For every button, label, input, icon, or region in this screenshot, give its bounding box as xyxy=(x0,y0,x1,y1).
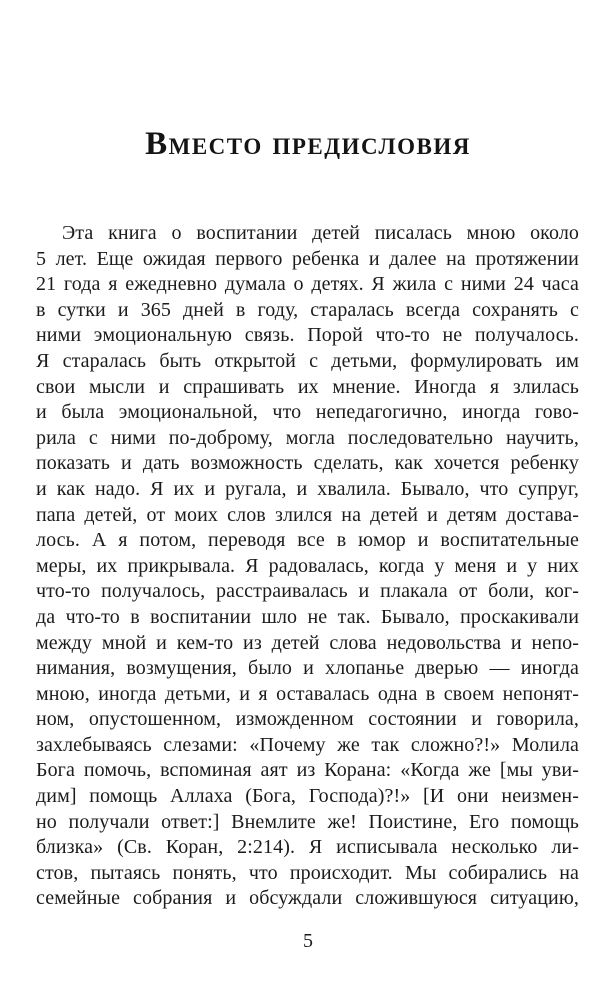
text-line: ними эмоциональную связь. Порой что-то не получалось. xyxy=(36,324,579,347)
text-line: рила с ними по-доброму, могла последовательно научить, xyxy=(36,426,579,449)
text-line: близка» (Св. Коран, 2:214). Я исписывала несколько ли- xyxy=(36,836,579,859)
text-line: ном, опустошенном, изможденном состоянии и говорила, xyxy=(36,708,579,731)
text-line: нимания, возмущения, было и хлопанье дверью — иногда xyxy=(36,657,579,680)
text-line: Эта книга о воспитании детей писалась мною около xyxy=(62,222,579,244)
text-line: Я старалась быть открытой с детьми, формулировать им xyxy=(36,349,579,372)
text-line: семейные собрания и обсуждали сложившуюся ситуацию, xyxy=(36,887,579,910)
page-number: 5 xyxy=(303,930,313,952)
text-line: показать и дать возможность сделать, как хочется ребенку xyxy=(36,452,579,475)
text-line: свои мысли и спрашивать их мнение. Иногда я злилась xyxy=(36,375,579,398)
text-line: лось. А я потом, переводя все в юмор и воспитательные xyxy=(36,529,579,552)
text-line: мною, иногда детьми, и я оставалась одна в своем непонят- xyxy=(36,682,579,705)
text-line: 5 лет. Еще ожидая первого ребенка и далее на протяжении xyxy=(36,247,579,270)
text-line: но получали ответ:] Внемлите же! Поистине, Его помощь xyxy=(36,810,579,833)
body-paragraph xyxy=(36,221,579,912)
text-line: папа детей, от моих слов злился на детей и детям достава- xyxy=(36,503,579,526)
text-line: захлебываясь слезами: «Почему же так сложно?!» Молила xyxy=(36,733,579,756)
text-line: что-то получалось, расстраивалась и плакала от боли, ког- xyxy=(36,580,579,603)
text-line: меры, их прикрывала. Я радовалась, когда у меня и у них xyxy=(36,554,579,577)
chapter-heading: Вместо предисловия xyxy=(145,126,471,162)
text-line: да что-то в воспитании шло не так. Бывало, проскакивали xyxy=(36,605,579,628)
text-line: и как надо. Я их и ругала, и хвалила. Бывало, что супруг, xyxy=(36,477,579,500)
text-line: в сутки и 365 дней в году, старалась всегда сохранять с xyxy=(36,298,579,321)
text-line: 21 года я ежедневно думала о детях. Я жила с ними 24 часа xyxy=(36,273,579,296)
text-line: и была эмоциональной, что непедагогично, иногда гово- xyxy=(36,401,579,424)
text-line: Бога помочь, вспоминая аят из Корана: «Когда же [мы уви- xyxy=(36,759,579,782)
text-line: дим] помощь Аллаха (Бога, Господа)?!» [И они неизмен- xyxy=(36,785,579,808)
text-line: стов, пытаясь понять, что происходит. Мы собирались на xyxy=(36,861,579,884)
text-line: между мной и кем-то из детей слова недовольства и непо- xyxy=(36,631,579,654)
